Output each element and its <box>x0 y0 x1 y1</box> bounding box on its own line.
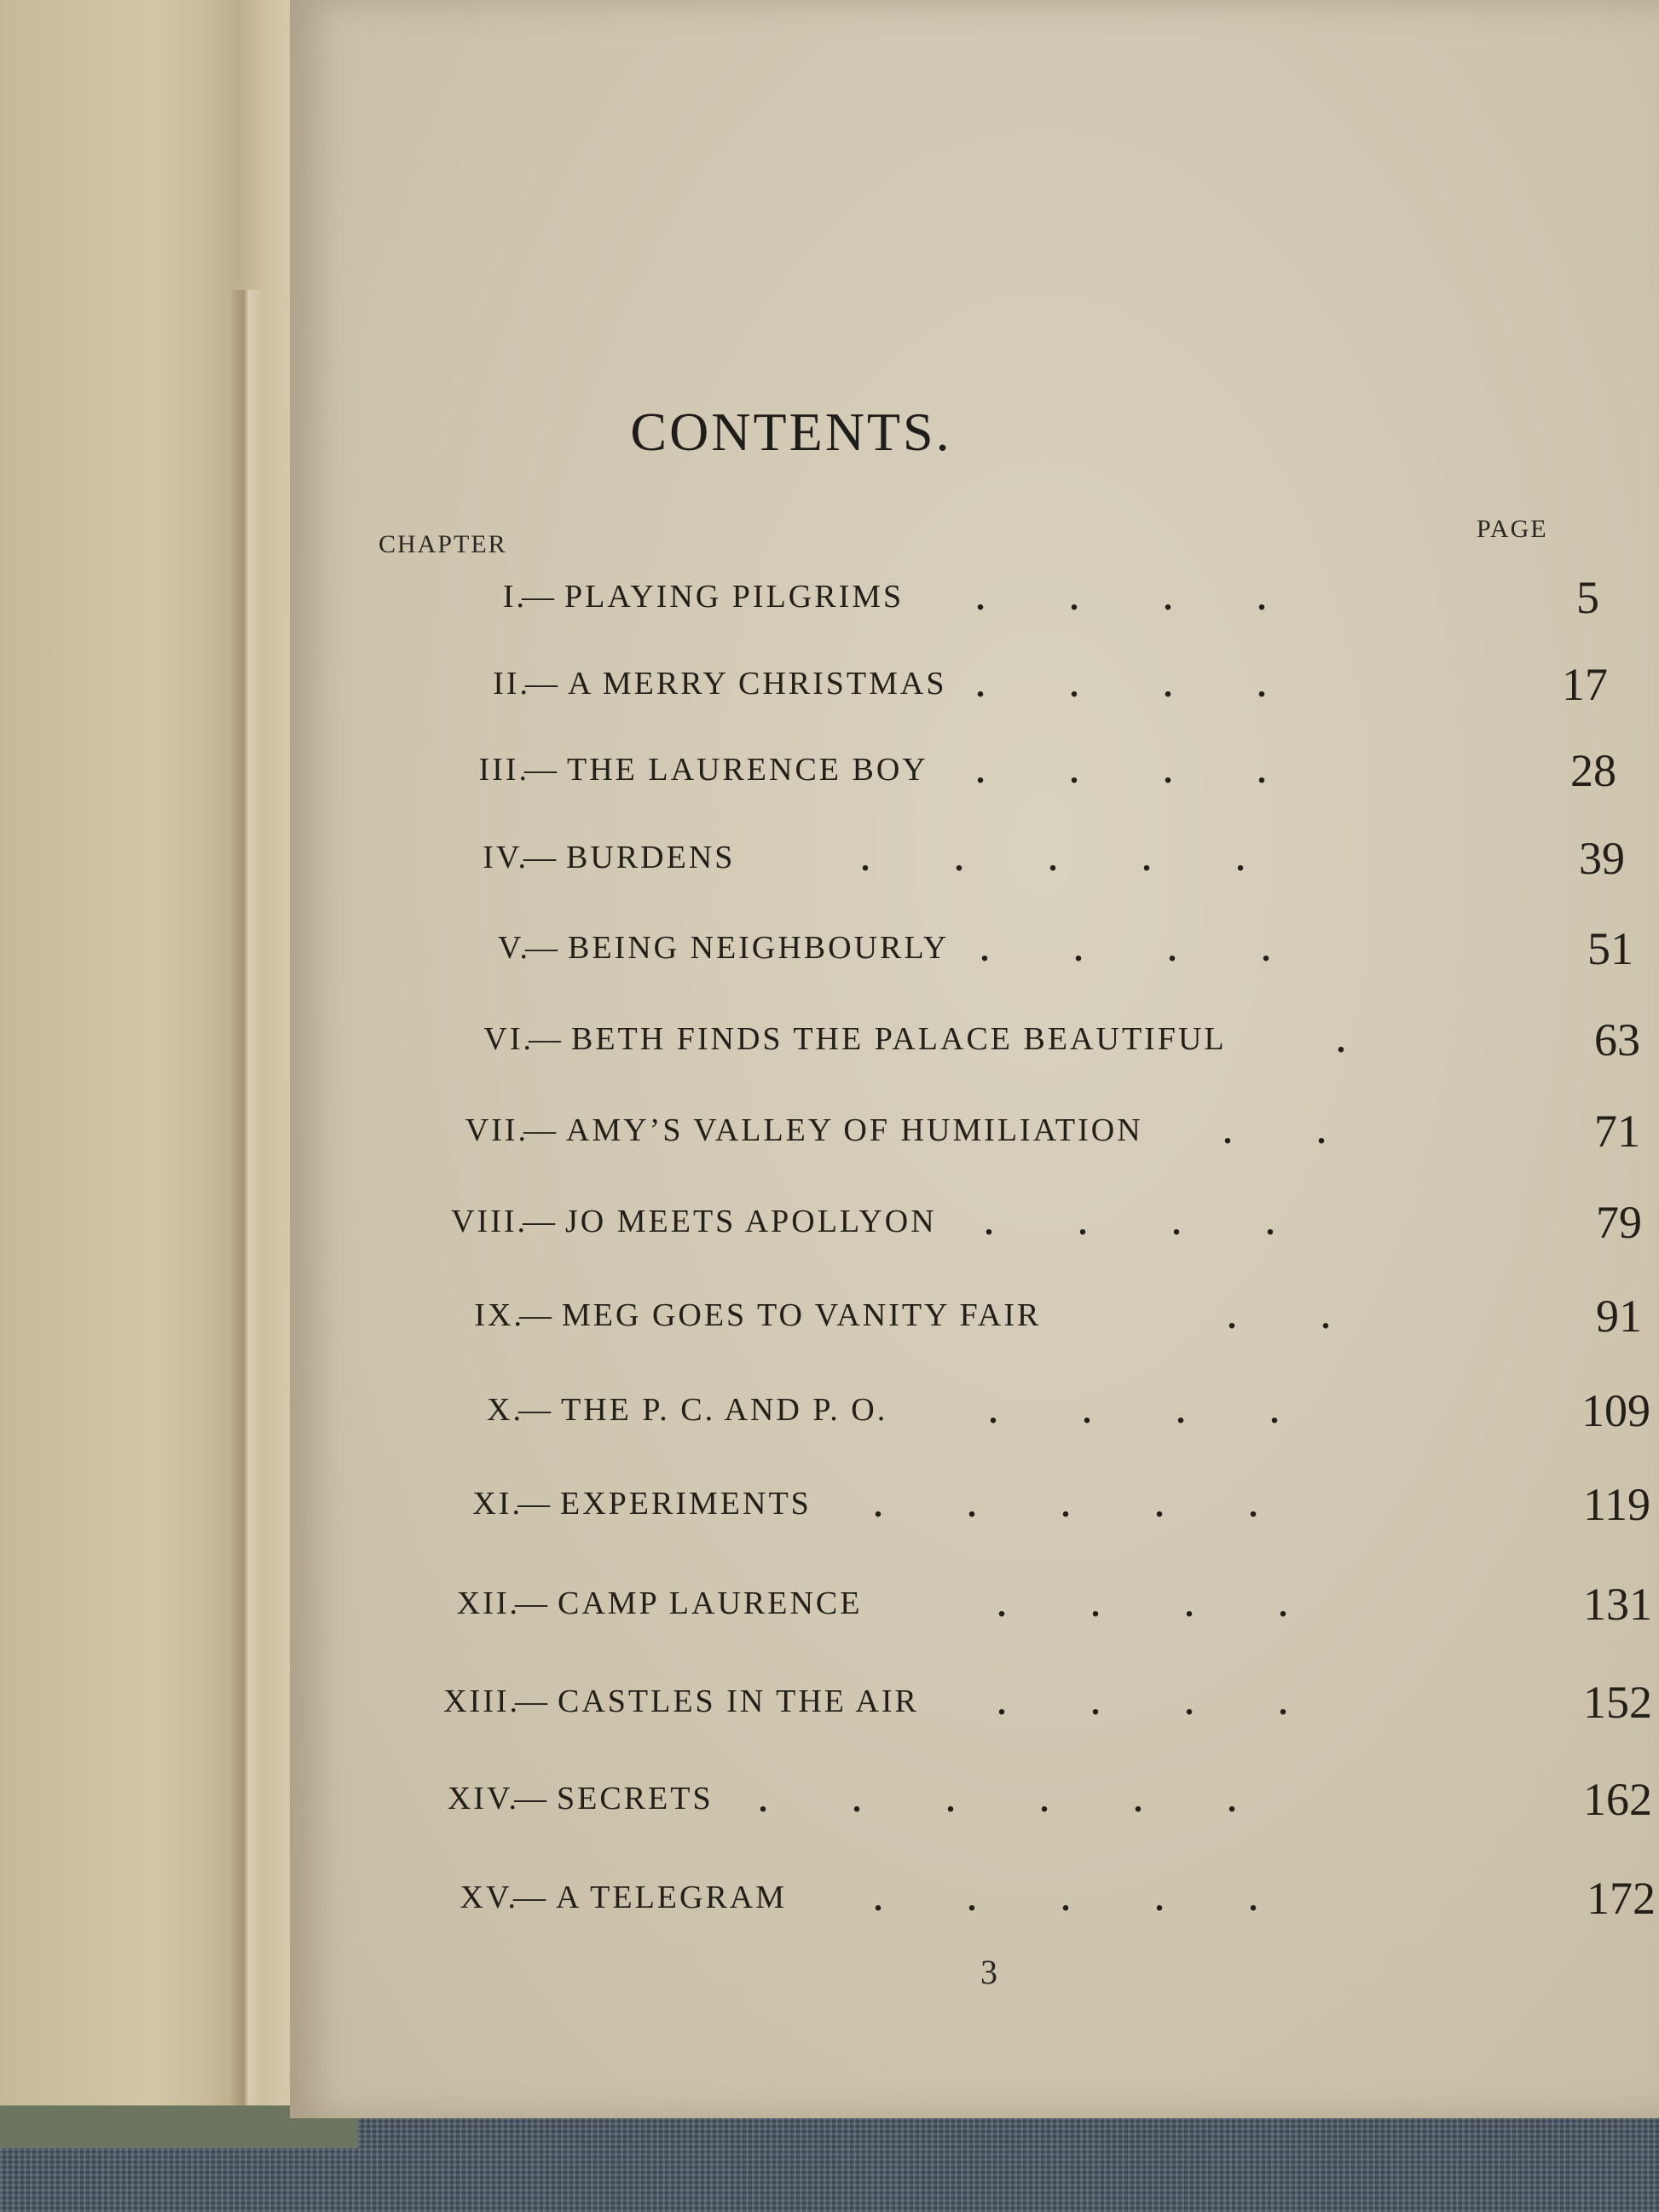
em-dash: — <box>523 1112 556 1148</box>
leader-dots: . . <box>1228 1297 1330 1336</box>
leader-dots: . . . . <box>976 666 1266 704</box>
chapter-title: CAMP LAURENCE <box>558 1585 863 1621</box>
em-dash: — <box>523 840 556 875</box>
em-dash: — <box>517 1486 550 1522</box>
chapter-numeral: XI. <box>472 1486 523 1522</box>
toc-entry <box>290 1479 1659 1545</box>
chapter-title: PLAYING PILGRIMS <box>564 579 905 615</box>
page-ref: 162 <box>1583 1774 1652 1825</box>
page-ref: 63 <box>1594 1014 1640 1066</box>
chapter-title: MEG GOES TO VANITY FAIR <box>562 1297 1042 1333</box>
chapter-numeral: XIII. <box>443 1684 520 1719</box>
leader-dots: . . . . <box>976 579 1266 617</box>
toc-entry <box>290 1197 1659 1262</box>
chapter-numeral: I. <box>502 579 527 615</box>
page-title: CONTENTS. <box>630 401 952 462</box>
page-ref: 71 <box>1594 1106 1640 1157</box>
toc-entry <box>290 1774 1659 1839</box>
toc-entry <box>290 1677 1659 1742</box>
chapter-numeral: IV. <box>483 840 529 875</box>
toc-entry <box>290 745 1659 811</box>
chapter-title: AMY’S VALLEY OF HUMILIATION <box>566 1112 1143 1148</box>
em-dash: — <box>522 579 554 615</box>
page-ref: 131 <box>1583 1579 1652 1630</box>
chapter-numeral: VII. <box>465 1112 529 1148</box>
em-dash: — <box>515 1585 547 1621</box>
toc-entry <box>290 923 1659 989</box>
leader-dots: . . . . . . <box>759 1781 1236 1819</box>
leader-dots: . <box>1337 1021 1345 1060</box>
chapter-title: BEING NEIGHBOURLY <box>568 930 950 966</box>
leader-dots: . . . . <box>997 1684 1287 1722</box>
em-dash: — <box>519 1297 552 1333</box>
chapter-title: THE LAURENCE BOY <box>567 752 928 788</box>
chapter-title: CASTLES IN THE AIR <box>558 1684 919 1719</box>
chapter-title: THE P. C. AND P. O. <box>561 1392 888 1428</box>
em-dash: — <box>515 1684 547 1719</box>
chapter-title: A TELEGRAM <box>556 1880 788 1915</box>
chapter-numeral: IX. <box>474 1297 524 1333</box>
page-number: 3 <box>980 1953 997 1991</box>
page-ref: 109 <box>1581 1385 1650 1436</box>
leader-dots: . . . . . <box>874 1880 1257 1918</box>
page-ref: 51 <box>1587 923 1633 974</box>
leader-dots: . . . . . <box>861 840 1245 878</box>
chapter-title: JO MEETS APOLLYON <box>565 1204 937 1239</box>
leader-dots: . . . . . <box>874 1486 1257 1524</box>
page-ref: 172 <box>1587 1873 1656 1924</box>
chapter-column-label: CHAPTER <box>379 530 507 558</box>
toc-entry <box>290 1385 1659 1451</box>
chapter-numeral: III. <box>478 752 529 788</box>
chapter-title: EXPERIMENTS <box>560 1486 812 1522</box>
leader-dots: . . . . <box>980 930 1270 968</box>
page-ref: 5 <box>1576 572 1599 623</box>
toc-entry <box>290 1014 1659 1080</box>
page-ref: 39 <box>1579 833 1625 884</box>
toc-entry <box>290 659 1659 725</box>
em-dash: — <box>518 1392 551 1428</box>
toc-entry <box>290 1291 1659 1356</box>
page-column-label: PAGE <box>1477 515 1548 543</box>
leader-dots: . . . . <box>989 1392 1279 1430</box>
toc-entry <box>290 833 1659 898</box>
page-ref: 91 <box>1596 1291 1642 1342</box>
toc-entry <box>290 1873 1659 1938</box>
toc-entry <box>290 1106 1659 1171</box>
chapter-numeral: VIII. <box>451 1204 528 1239</box>
page-ref: 79 <box>1596 1197 1642 1248</box>
leader-dots: . . . . <box>985 1204 1275 1242</box>
em-dash: — <box>514 1781 546 1816</box>
spine-crease <box>228 290 263 2122</box>
page-ref: 152 <box>1583 1677 1652 1728</box>
leader-dots: . . <box>1223 1112 1326 1151</box>
toc-entry <box>290 1579 1659 1644</box>
leader-dots: . . . . <box>976 752 1266 790</box>
em-dash: — <box>524 752 557 788</box>
chapter-numeral: XII. <box>456 1585 520 1621</box>
chapter-numeral: X. <box>487 1392 523 1428</box>
chapter-title: BETH FINDS THE PALACE BEAUTIFUL <box>571 1021 1227 1057</box>
contents-page <box>290 0 1659 2118</box>
em-dash: — <box>523 1204 555 1239</box>
chapter-numeral: V. <box>497 930 530 966</box>
page-ref: 17 <box>1562 659 1608 710</box>
em-dash: — <box>529 1021 561 1057</box>
chapter-numeral: II. <box>493 666 530 702</box>
toc-entry <box>290 572 1659 638</box>
page-ref: 119 <box>1583 1479 1650 1530</box>
chapter-title: A MERRY CHRISTMAS <box>568 666 947 702</box>
chapter-title: BURDENS <box>566 840 736 875</box>
chapter-numeral: XIV. <box>447 1781 519 1816</box>
leader-dots: . . . . <box>997 1585 1287 1624</box>
chapter-title: SECRETS <box>557 1781 714 1816</box>
chapter-numeral: VI. <box>483 1021 534 1057</box>
em-dash: — <box>525 666 558 702</box>
page-ref: 28 <box>1570 745 1616 796</box>
em-dash: — <box>525 930 558 966</box>
em-dash: — <box>513 1880 546 1915</box>
chapter-numeral: XV. <box>460 1880 518 1915</box>
